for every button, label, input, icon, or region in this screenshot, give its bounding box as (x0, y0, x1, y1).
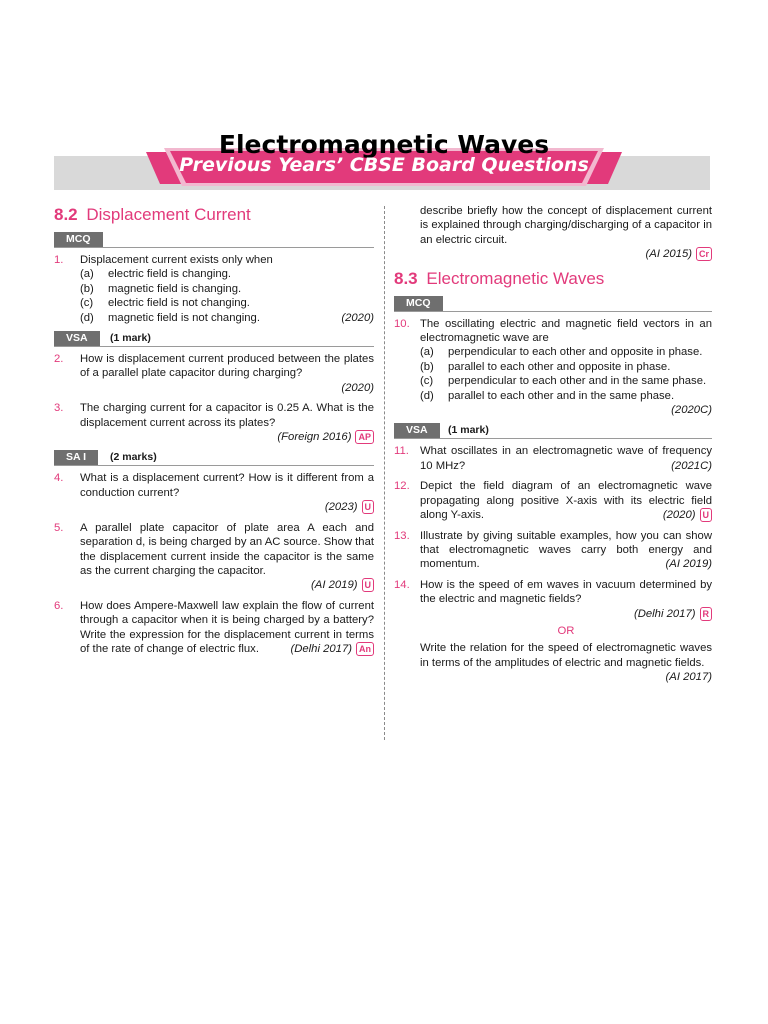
option-a: (a) electric field is changing. (80, 268, 232, 281)
source-label: (AI 2019) (311, 579, 358, 592)
badge-cr: Cr (696, 247, 712, 261)
source-label: (Delhi 2017) (290, 642, 352, 655)
source-label: (Delhi 2017) (633, 607, 696, 620)
source-label: (2020) (341, 381, 374, 394)
badge-ap: AP (355, 430, 374, 444)
badge-u: U (362, 578, 375, 592)
sa-tag: SA I (54, 450, 98, 465)
question-1: 1. Displacement current exists only when (a) electric field is changing. (b) magnetic field is changing. (c) electric field is not changing. (d) magnetic field is not changing. (2020) (54, 254, 374, 324)
question-12: 12. Depict the field diagram of an electromagnetic wave propagating along positive X-axis with its electric field along Y-axis. (2020) U (394, 480, 712, 522)
option-b: (b) parallel to each other and opposite in phase. (420, 360, 671, 373)
badge-u: U (700, 508, 713, 522)
mcq-tag: MCQ (394, 296, 443, 311)
question-2: 2. How is displacement current produced between the plates of a parallel plate capacitor during charging? (2020) (54, 353, 374, 394)
mcq-tag: MCQ (54, 232, 103, 247)
option-b: (b) magnetic field is changing. (80, 282, 242, 295)
source-label: (2020) (341, 311, 374, 324)
option-d: (d) parallel to each other and in the same phase. (420, 389, 675, 402)
source-label: (AI 2017) (665, 671, 712, 684)
source-label: (2023) (324, 501, 358, 514)
option-a: (a) perpendicular to each other and opposite in phase. (420, 346, 703, 359)
source-label: (2020C) (671, 404, 712, 417)
sa-tag-row (54, 450, 374, 466)
vsa-tag-row (54, 331, 374, 347)
or-label: OR (557, 624, 575, 637)
vsa-tag-row (394, 423, 712, 439)
left-column (54, 204, 374, 662)
source-label: (2020) (662, 509, 696, 522)
section-heading-8-3: 8.3 Electromagnetic Waves (394, 268, 605, 288)
source-label: (AI 2019) (665, 558, 712, 571)
option-c: (c) electric field is not changing. (80, 297, 250, 310)
right-column (394, 204, 712, 691)
section-heading-8-2: 8.2 Displacement Current (54, 205, 251, 224)
marks-note: (2 marks) (110, 451, 157, 464)
marks-note: (1 mark) (448, 424, 489, 437)
badge-u: U (362, 500, 375, 514)
question-10: 10. The oscillating electric and magnetic field vectors in an electromagnetic wave are (a) perpendicular to each other and opposite in phase. (b) parallel to each other and opposite in phase. (c) perpendicular to each other and in the same phase. (d) parallel to each other and in the same phase. (2020C) (394, 317, 712, 417)
source-label: (AI 2015) (645, 248, 692, 261)
vsa-tag: VSA (54, 331, 100, 346)
source-label: (Foreign 2016) (277, 431, 352, 444)
vsa-tag: VSA (394, 423, 440, 438)
question-3: 3. The charging current for a capacitor is 0.25 A. What is the displacement current across its plates? (Foreign 2016) AP (54, 402, 374, 444)
question-13: 13. Illustrate by giving suitable examples, how you can show that electromagnetic waves carry both energy and momentum. (AI 2019) (394, 529, 712, 571)
badge-an: An (356, 642, 374, 656)
question-4: 4. What is a displacement current? How is it different from a conduction current? (2023) U (54, 472, 374, 514)
mcq-tag-row (394, 296, 712, 312)
column-divider (384, 206, 385, 740)
question-14: 14. How is the speed of em waves in vacuum determined by the electric and magnetic fields? (Delhi 2017) R OR Write the relation for the speed of electromagnetic waves in terms of the amplitudes of electric and magnetic fields. (AI 2017) (394, 578, 712, 684)
question-6: 6. How does Ampere-Maxwell law explain the flow of current through a capacitor when it is being charged by a battery? Write the expression for the displacement current in terms of the rate of change of electric flux. (Delhi 2017) An (54, 599, 374, 655)
mcq-tag-row (54, 232, 374, 248)
page-title: Electromagnetic Waves (218, 130, 550, 159)
option-d: (d) magnetic field is not changing. (2020) (80, 311, 374, 324)
question-11: 11. What oscillates in an electromagnetic wave of frequency 10 MHz? (2021C) (394, 445, 712, 472)
question-5: 5. A parallel plate capacitor of plate area A each and separation d, is being charged by an AC source. Show that the displacement current inside the capacitor is the same as the current charging the capacitor. (AI 2019) U (54, 521, 374, 592)
option-c: (c) perpendicular to each other and in the same phase. (420, 375, 707, 388)
source-label: (2021C) (671, 459, 712, 472)
marks-note: (1 mark) (110, 332, 151, 345)
banner-title: Previous Years’ CBSE Board Questions (179, 154, 589, 176)
badge-r: R (700, 607, 713, 621)
question-continued: describe briefly how the concept of displacement current is explained through charging/discharging of a capacitor in an electric circuit. (AI 2015) Cr (420, 205, 712, 261)
